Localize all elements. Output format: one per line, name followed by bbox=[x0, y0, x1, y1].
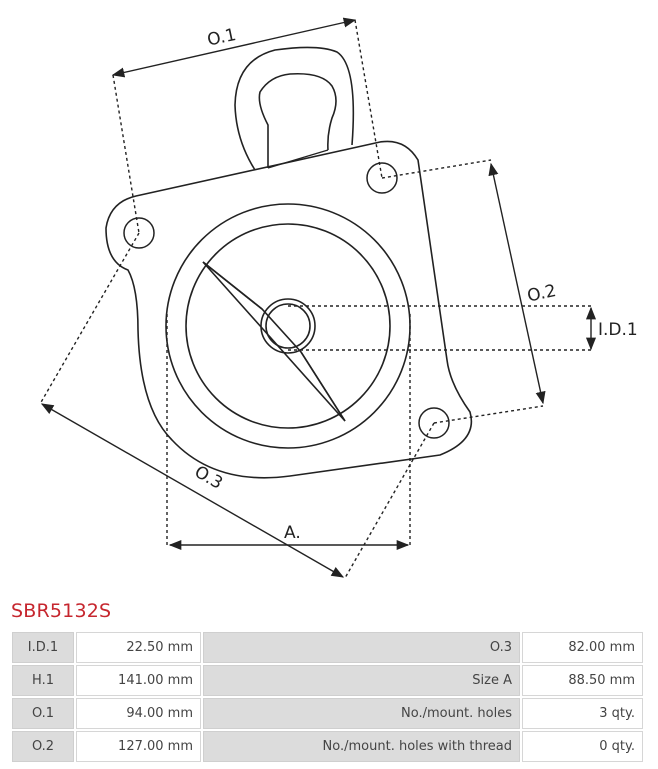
table-row bbox=[12, 731, 643, 762]
dim-o3-arrow bbox=[42, 404, 343, 577]
label-o3: O.3 bbox=[190, 462, 226, 494]
label-a: A. bbox=[284, 523, 301, 543]
label-o2: O.2 bbox=[525, 280, 558, 307]
label-o1: O.1 bbox=[205, 24, 238, 51]
spec-key: O.3 bbox=[203, 632, 520, 663]
table-row bbox=[12, 665, 643, 696]
spec-key: Size A bbox=[203, 665, 520, 696]
spec-key: I.D.1 bbox=[12, 632, 74, 663]
bore-assembly bbox=[166, 204, 410, 448]
dim-o2-arrow bbox=[491, 164, 543, 403]
part-code-title: SBR5132S bbox=[11, 600, 112, 622]
spec-key: H.1 bbox=[12, 665, 74, 696]
spec-value: 3 qty. bbox=[522, 698, 643, 729]
table-row bbox=[12, 698, 643, 729]
spec-value: 82.00 mm bbox=[522, 632, 643, 663]
spec-value: 127.00 mm bbox=[76, 731, 201, 762]
spec-value: 141.00 mm bbox=[76, 665, 201, 696]
spec-value: 0 qty. bbox=[522, 731, 643, 762]
spec-key: No./mount. holes bbox=[203, 698, 520, 729]
dimension-lines bbox=[40, 20, 593, 578]
spec-key: O.2 bbox=[12, 731, 74, 762]
spec-value: 22.50 mm bbox=[76, 632, 201, 663]
spec-value: 94.00 mm bbox=[76, 698, 201, 729]
spec-key: No./mount. holes with thread bbox=[203, 731, 520, 762]
label-id1: I.D.1 bbox=[598, 320, 638, 340]
table-row bbox=[12, 632, 643, 663]
spec-value: 88.50 mm bbox=[522, 665, 643, 696]
spec-table bbox=[10, 630, 645, 764]
spec-key: O.1 bbox=[12, 698, 74, 729]
